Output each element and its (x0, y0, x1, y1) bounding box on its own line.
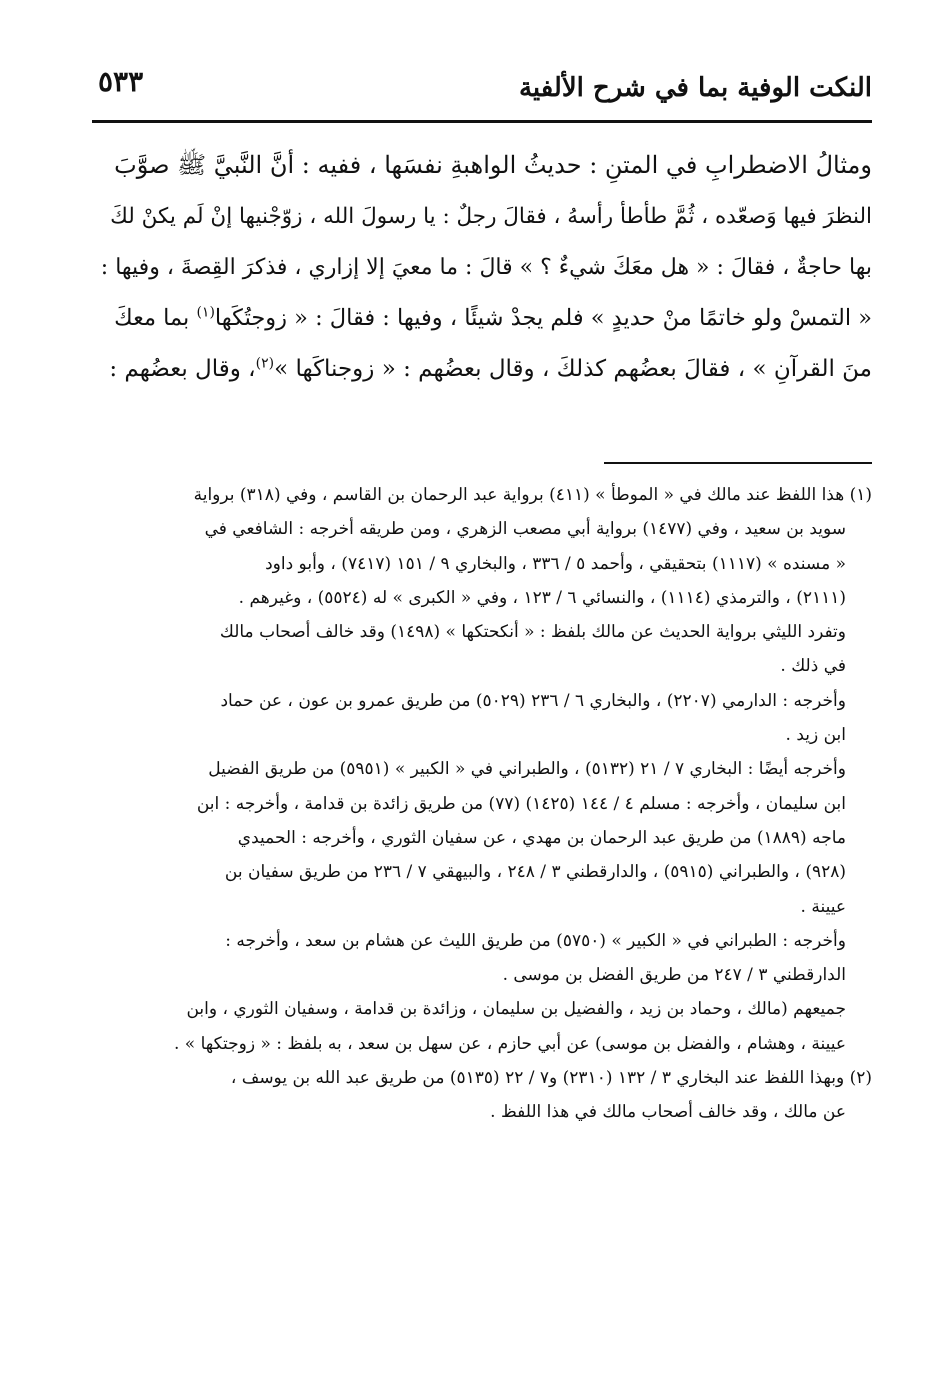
footnote-line: في ذلك . (780, 656, 846, 677)
footnote-line: جميعهم (مالك ، وحماد بن زيد ، والفضيل بن سليمان ، وزائدة بن قدامة ، وسفيان الثوري ، وابن (186, 999, 846, 1020)
footnote-line: ابن زيد . (785, 725, 846, 746)
footnote-line: عيينة . (800, 896, 846, 917)
footnote-line: عيينة ، وهشام ، والفضل بن موسى) عن أبي حازم ، عن سهل بن سعد ، به بلفظ : « زوجتكها » . (173, 1033, 846, 1054)
footnote-line: (١) هذا اللفظ عند مالك في « الموطأ » (٤١١) برواية عبد الرحمان بن القاسم ، وفي (٣١٨) برواية (193, 485, 872, 505)
page-number: ٥٣٣ (98, 65, 144, 98)
main-text-line: بها حاجةٌ ، فقالَ : « هل معَكَ شيءٌ ؟ » قالَ : ما معيَ إلا إزاري ، فذكرَ القِصةَ ، وفيها : (100, 255, 872, 280)
footnote-line: الدارقطني ٣ / ٢٤٧ من طريق الفضل بن موسى . (502, 965, 846, 986)
main-text-segment: بما معكَ (114, 305, 197, 331)
footnote-ref: (٢) (255, 355, 275, 372)
footnote-ref: (١) (196, 304, 215, 321)
main-text-line (100, 344, 872, 395)
footnote-line: وأخرجه : الطبراني في « الكبير » (٥٧٥٠) من طريق الليث عن هشام بن سعد ، وأخرجه : (225, 930, 846, 951)
footnote-line: (٢١١١) ، والترمذي (١١١٤) ، والنسائي ٦ / ١٢٣ ، وفي « الكبرى » له (٥٥٢٤) ، وغيرهم . (238, 587, 846, 608)
footnote-line: (٩٢٨) ، والطبراني (٥٩١٥) ، والدارقطني ٣ / ٢٤٨ ، والبيهقي ٧ / ٢٣٦ من طريق سفيان بن (224, 862, 846, 883)
main-text-segment: ، وقال بعضُهم : (109, 356, 256, 382)
footnote-line: (٢) وبهذا اللفظ عند البخاري ٣ / ١٣٢ (٢٣١٠) و٧ / ٢٢ (٥١٣٥) من طريق عبد الله بن يوسف ، (230, 1068, 872, 1089)
footnote-separator (604, 462, 872, 464)
footnote-line: وتفرد الليثي برواية الحديث عن مالك بلفظ : « أنكحتكها » (١٤٩٨) وقد خالف أصحاب مالك (219, 622, 846, 643)
footnote-line: وأخرجه : الدارمي (٢٢٠٧) ، والبخاري ٦ / ٢٣٦ (٥٠٢٩) من طريق عمرو بن عون ، عن حماد (220, 690, 846, 711)
main-text-line: النظرَ فيها وَصعّده ، ثُمَّ طأطأ رأسهُ ، فقالَ رجلٌ : يا رسولَ الله ، زوّجْنيها إنْ لَم يكنْ لكَ (110, 204, 872, 229)
footnote-line: ماجه (١٨٨٩) من طريق عبد الرحمان بن مهدي ، عن سفيان الثوري ، وأخرجه : الحميدي (237, 827, 846, 848)
page-header (92, 58, 872, 116)
footnote-line: سويد بن سعيد ، وفي (١٤٧٧) برواية أبي مصعب الزهري ، ومن طريقه أخرجه : الشافعي في (204, 519, 846, 540)
footnote-line: ابن سليمان ، وأخرجه : مسلم ٤ / ١٤٤ (١٤٢٥) (٧٧) من طريق زائدة بن قدامة ، وأخرجه : ابن (196, 793, 846, 814)
footnote-line: « مسنده » (١١١٧) بتحقيقي ، وأحمد ٥ / ٣٣٦ ، والبخاري ٩ / ١٥١ (٧٤١٧) ، وأبو داود (265, 553, 846, 574)
main-text-segment: منَ القرآنِ » ، فقالَ بعضُهم كذلكَ ، وقال بعضُهم : « زوجناكَها » (274, 356, 872, 382)
footnote-line: وأخرجه أيضًا : البخاري ٧ / ٢١ (٥١٣٢) ، والطبراني في « الكبير » (٥٩٥١) من طريق الفضيل (208, 759, 846, 780)
main-text-line: ومثالُ الاضطرابِ في المتنِ : حديثُ الواهبةِ نفسَها ، ففيه : أنَّ النَّبيَّ ﷺ صوَّبَ (114, 151, 872, 179)
main-text-line (100, 293, 872, 344)
running-title: النكت الوفية بما في شرح الألفية (518, 73, 872, 103)
footnotes (92, 478, 872, 1130)
main-text-segment: « التمسْ ولو خاتمًا منْ حديدٍ » فلم يجدْ شيئًا ، وفيها : فقالَ : « زوجتُكَها (214, 305, 872, 331)
footnote-line: عن مالك ، وقد خالف أصحاب مالك في هذا اللفظ . (490, 1102, 846, 1123)
main-text (100, 140, 872, 395)
header-rule (92, 120, 872, 123)
